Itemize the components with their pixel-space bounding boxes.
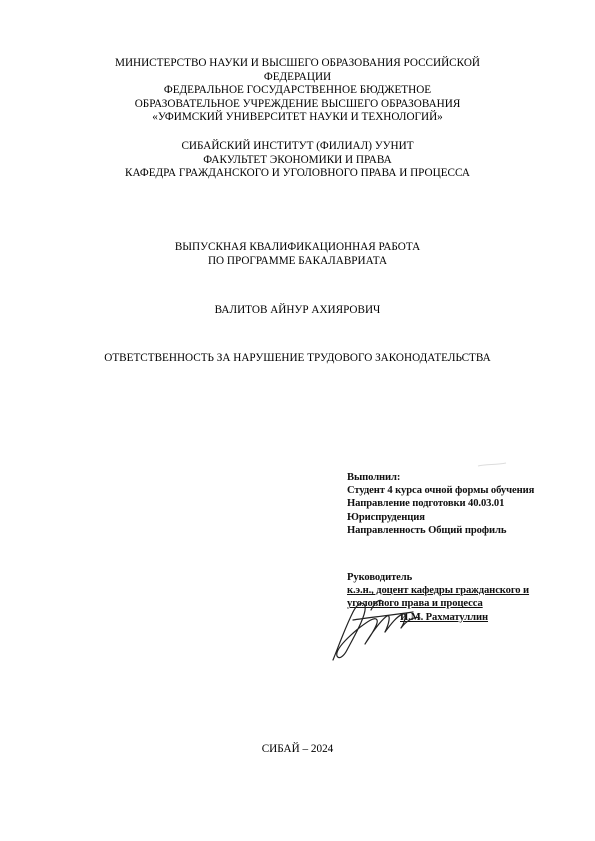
city-year [60, 743, 535, 757]
institute-name: СИБАЙСКИЙ ИНСТИТУТ (ФИЛИАЛ) УУНИТ [181, 140, 414, 152]
work-type-line: ВЫПУСКНАЯ КВАЛИФИКАЦИОННАЯ РАБОТА [174, 241, 421, 253]
handwritten-signature [325, 590, 445, 665]
supervisor-heading: Руководитель [347, 572, 413, 583]
performed-by-block [347, 471, 534, 537]
student-course: Студент 4 курса очной формы обучения [347, 485, 535, 497]
institute-header [60, 140, 535, 181]
scan-artifact [476, 460, 516, 470]
city-year-text: СИБАЙ – 2024 [261, 743, 334, 755]
ministry-header [60, 57, 535, 125]
author-name-text: ВАЛИТОВ АЙНУР АХИЯРОВИЧ [214, 304, 381, 316]
ministry-line: ОБРАЗОВАТЕЛЬНОЕ УЧРЕЖДЕНИЕ ВЫСШЕГО ОБРАЗОВАНИЯ [134, 97, 461, 110]
work-type [60, 241, 535, 268]
supervisor-name: И.М. Рахматуллин [400, 611, 489, 623]
ministry-line: ФЕДЕРАЛЬНОЕ ГОСУДАРСТВЕННОЕ БЮДЖЕТНОЕ [163, 84, 432, 96]
ministry-line: ФЕДЕРАЦИИ [263, 70, 332, 83]
performed-heading: Выполнил: [347, 472, 401, 483]
supervisor-degree: к.э.н., доцент кафедры гражданского и [347, 585, 530, 597]
faculty-name: ФАКУЛЬТЕТ ЭКОНОМИКИ И ПРАВА [203, 153, 392, 166]
author-name [60, 304, 535, 318]
study-direction: Направление подготовки 40.03.01 [347, 498, 505, 510]
supervisor-department: уголовного права и процесса [347, 598, 483, 610]
study-field: Юриспруденция [347, 511, 425, 523]
work-type-line: ПО ПРОГРАММЕ БАКАЛАВРИАТА [207, 254, 388, 267]
university-name: «УФИМСКИЙ УНИВЕРСИТЕТ НАУКИ И ТЕХНОЛОГИЙ» [152, 111, 443, 123]
thesis-title-text: ОТВЕТСТВЕННОСТЬ ЗА НАРУШЕНИЕ ТРУДОВОГО ЗАКОНОДАТЕЛЬСТВА [104, 352, 491, 364]
study-profile: Направленность Общий профиль [347, 524, 507, 536]
department-name: КАФЕДРА ГРАЖДАНСКОГО И УГОЛОВНОГО ПРАВА И ПРОЦЕССА [125, 167, 470, 179]
thesis-title [60, 352, 535, 366]
ministry-line: МИНИСТЕРСТВО НАУКИ И ВЫСШЕГО ОБРАЗОВАНИЯ РОССИЙСКОЙ [115, 57, 480, 69]
